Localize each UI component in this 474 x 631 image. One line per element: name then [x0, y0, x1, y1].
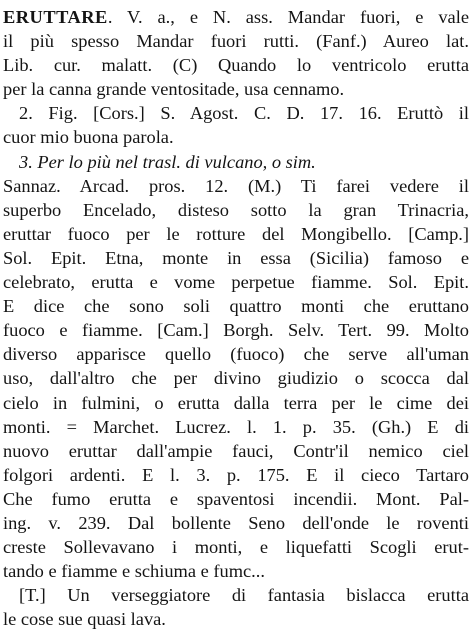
sense-3-line-16: ing. v. 239. Dal bollente Seno dell'onde le roventi	[3, 512, 469, 533]
sense-2-line-2: cuor mio buona parola.	[3, 127, 174, 148]
sense-3-line-15: Che fumo erutta e spaventosi incendii. Mont. Pal-	[3, 488, 469, 509]
sense-2-line-1: 2. Fig. [Cors.] S. Agost. C. D. 17. 16. Eruttò il	[19, 103, 469, 124]
tommaseo-note-line-1: [T.] Un verseggiatore di fantasia bislacca erutta	[19, 585, 469, 606]
sense-3-line-11: cielo in fulmini, o erutta dalla terra per le cime dei	[3, 392, 469, 413]
sense-3-line-14: folgori ardenti. E l. 3. p. 175. E il cieco Tartaro	[3, 464, 469, 485]
entry-line-3: Lib. cur. malatt. (C) Quando lo ventricolo erutta	[3, 55, 469, 76]
entry-line-2: il più spesso Mandar fuori rutti. (Fanf.) Aureo lat.	[3, 31, 469, 52]
sense-3-line-8: fuoco e fiamme. [Cam.] Borgh. Selv. Tert. 99. Molto	[3, 320, 469, 341]
sense-3-line-12: monti. = Marchet. Lucrez. l. 1. p. 35. (Gh.) E di	[3, 416, 469, 437]
entry-line-1: ERUTTARE. V. a., e N. ass. Mandar fuori, e vale	[3, 7, 469, 27]
sense-3-line-2: Sannaz. Arcad. pros. 12. (M.) Ti farei vedere il	[3, 175, 469, 196]
sense-3-line-10: uso, dall'altro che per divino giudizio o scocca dal	[3, 368, 469, 389]
sense-3-line-17: creste Sollevavano i monti, e liquefatti Scogli erut-	[3, 537, 469, 558]
sense-3-line-6: celebrato, erutta e vome perpetue fiamme. Sol. Epit.	[3, 272, 469, 293]
dictionary-entry	[3, 5, 469, 631]
sense-3-line-3: superbo Encelado, disteso sotto la gran Trinacria,	[3, 199, 469, 220]
headword: ERUTTARE	[3, 7, 108, 27]
sense-3-line-7: E dice che sono soli quattro monti che eruttano	[3, 296, 469, 317]
sense-3-line-5: Sol. Epit. Etna, monte in essa (Sicilia) famoso e	[3, 247, 469, 268]
sense-3-line-4: eruttar fuoco per le rotture del Mongibello. [Camp.]	[3, 223, 469, 244]
sense-3-line-1: 3. Per lo più nel trasl. di vulcano, o sim.	[19, 151, 316, 172]
sense-3-line-18: tando e fiamme e schiuma e fumc...	[3, 561, 265, 582]
sense-3-line-13: nuovo eruttar dall'ampie fauci, Contr'il nemico ciel	[3, 440, 469, 461]
entry-line-4: per la canna grande ventositade, usa cennamo.	[3, 79, 345, 100]
sense-3-line-9: diverso apparisce quello (fuoco) che serve all'uman	[3, 344, 469, 365]
tommaseo-note-line-2: le cose sue quasi lava.	[3, 609, 166, 630]
